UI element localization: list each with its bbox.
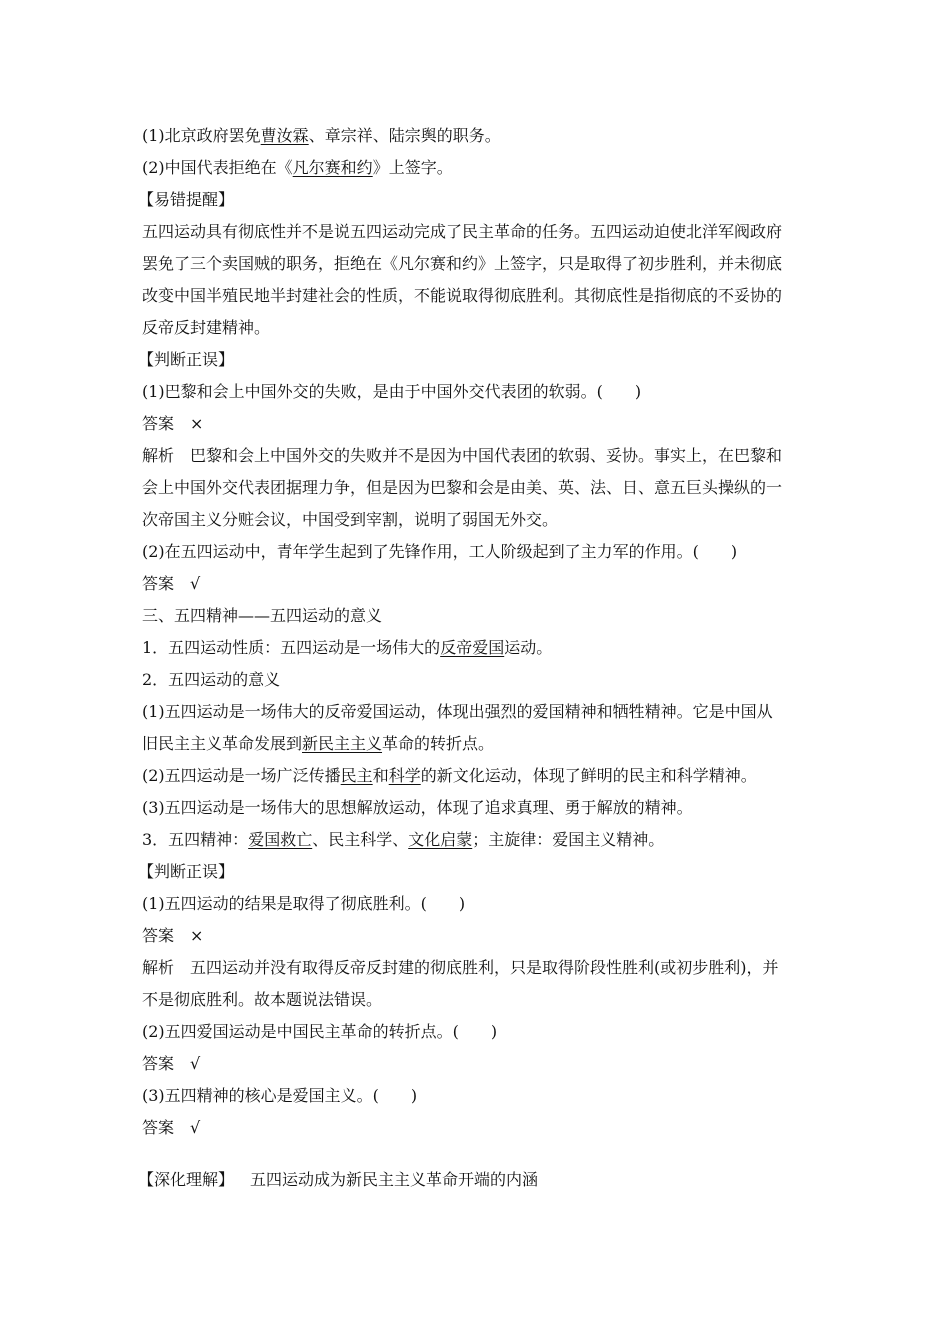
underlined-term: 文化启蒙 — [408, 830, 473, 849]
paragraph-line — [142, 765, 757, 787]
explanation-line — [142, 957, 779, 979]
text: 旧民主主义革命发展到 — [142, 734, 303, 753]
paragraph-line: (3)五四运动是一场伟大的思想解放运动，体现了追求真理、勇于解放的精神。 — [142, 798, 693, 817]
question-line: (1)巴黎和会上中国外交的失败，是由于中国外交代表团的软弱。( ) — [142, 382, 642, 401]
paragraph-line: 五四运动具有彻底性并不是说五四运动完成了民主革命的任务。五四运动迫使北洋军阀政府 — [142, 222, 783, 241]
section-heading: 【判断正误】 — [138, 350, 235, 369]
paragraph-line: 反帝反封建精神。 — [142, 318, 271, 337]
answer-label: 答案 — [142, 926, 175, 945]
item-line — [142, 125, 501, 147]
text: 运动。 — [504, 638, 553, 657]
section-heading: 【判断正误】 — [138, 862, 235, 881]
underlined-term: 反帝爱国 — [440, 638, 505, 657]
text: 五四运动并没有取得反帝反封建的彻底胜利，只是取得阶段性胜利(或初步胜利)，并 — [190, 958, 779, 977]
text: 1．五四运动性质：五四运动是一场伟大的 — [142, 638, 441, 657]
underlined-term: 爱国救亡 — [248, 830, 313, 849]
question-line: (1)五四运动的结果是取得了彻底胜利。( ) — [142, 894, 466, 913]
text: (1)北京政府罢免 — [142, 126, 261, 145]
item-line — [142, 157, 453, 179]
paragraph-line: 改变中国半殖民地半封建社会的性质，不能说取得彻底胜利。其彻底性是指彻底的不妥协的 — [142, 286, 783, 305]
text: 、章宗祥、陆宗舆的职务。 — [308, 126, 501, 145]
underlined-term: 新民主主义 — [302, 734, 383, 753]
answer-label: 答案 — [142, 574, 175, 593]
question-line: (2)五四爱国运动是中国民主革命的转折点。( ) — [142, 1022, 498, 1041]
question-line: (3)五四精神的核心是爱国主义。( ) — [142, 1086, 418, 1105]
underlined-term: 民主 — [340, 766, 373, 785]
text: (2)中国代表拒绝在《 — [142, 158, 293, 177]
answer-line — [142, 925, 203, 947]
answer-line — [142, 1117, 200, 1139]
section-heading: 【易错提醒】 — [138, 190, 235, 209]
answer-value: × — [190, 414, 204, 433]
answer-line — [142, 573, 200, 595]
text: 革命的转折点。 — [382, 734, 495, 753]
underlined-term: 曹汝霖 — [260, 126, 309, 145]
text: ；主旋律：爱国主义精神。 — [472, 830, 665, 849]
answer-line — [142, 1053, 200, 1075]
answer-value: √ — [190, 574, 201, 593]
answer-label: 答案 — [142, 1054, 175, 1073]
text: 、民主科学、 — [312, 830, 409, 849]
explanation-line: 不是彻底胜利。故本题说法错误。 — [142, 990, 383, 1009]
text: 的新文化运动，体现了鲜明的民主和科学精神。 — [420, 766, 757, 785]
text: (2)五四运动是一场广泛传播 — [142, 766, 341, 785]
text: 3．五四精神： — [142, 830, 249, 849]
answer-value: × — [190, 926, 204, 945]
explanation-line — [142, 445, 782, 467]
explanation-label: 解析 — [142, 958, 175, 977]
answer-label: 答案 — [142, 414, 175, 433]
paragraph-line: (1)五四运动是一场伟大的反帝爱国运动，体现出强烈的爱国精神和牺牲精神。它是中国从 — [142, 702, 773, 721]
paragraph-line: 罢免了三个卖国贼的职务，拒绝在《凡尔赛和约》上签字，只是取得了初步胜利，并未彻底 — [142, 254, 783, 273]
numbered-line: 2．五四运动的意义 — [142, 670, 281, 689]
underlined-term: 科学 — [388, 766, 421, 785]
answer-value: √ — [190, 1118, 201, 1137]
text: 巴黎和会上中国外交的失败并不是因为中国代表团的软弱、妥协。事实上，在巴黎和 — [190, 446, 783, 465]
section-title: 三、五四精神——五四运动的意义 — [142, 606, 383, 625]
numbered-line — [142, 829, 664, 851]
explanation-line: 次帝国主义分赃会议，中国受到宰割，说明了弱国无外交。 — [142, 510, 559, 529]
text: 和 — [372, 766, 389, 785]
deep-understanding-heading — [138, 1169, 538, 1191]
answer-line — [142, 413, 203, 435]
explanation-line: 会上中国外交代表团据理力争，但是因为巴黎和会是由美、英、法、日、意五巨头操纵的一 — [142, 478, 783, 497]
paragraph-line — [142, 733, 494, 755]
text: 》上签字。 — [372, 158, 453, 177]
underlined-term: 凡尔赛和约 — [292, 158, 373, 177]
section-heading: 【深化理解】 — [138, 1170, 235, 1189]
question-line: (2)在五四运动中，青年学生起到了先锋作用，工人阶级起到了主力军的作用。( ) — [142, 542, 738, 561]
answer-label: 答案 — [142, 1118, 175, 1137]
numbered-line — [142, 637, 552, 659]
explanation-label: 解析 — [142, 446, 175, 465]
text: 五四运动成为新民主主义革命开端的内涵 — [250, 1170, 539, 1189]
answer-value: √ — [190, 1054, 201, 1073]
